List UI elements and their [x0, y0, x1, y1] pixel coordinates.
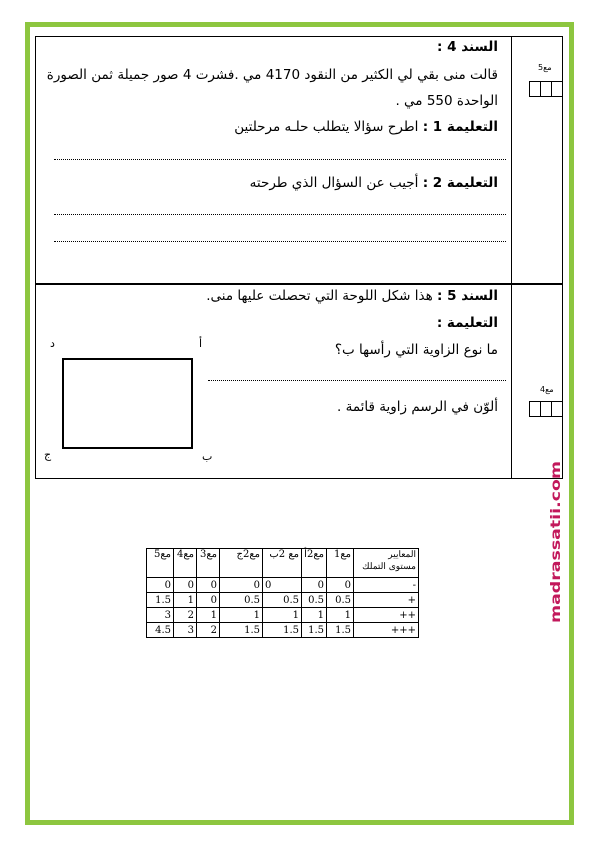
table-cell: 1 — [263, 608, 302, 623]
table-row — [147, 593, 419, 608]
table-cell: 0.5 — [220, 593, 263, 608]
corner-label-j: ج — [44, 448, 52, 461]
table-cell: 0 — [197, 578, 220, 593]
column-header: مع5 — [147, 549, 174, 578]
table-cell: 0 — [263, 578, 302, 593]
score-label: مع4 — [540, 385, 554, 394]
level-cell: +++ — [354, 623, 419, 638]
table-cell: 1 — [197, 608, 220, 623]
column-header: مع2أ — [302, 549, 327, 578]
score-boxes[interactable] — [530, 81, 563, 97]
table-cell: 0 — [302, 578, 327, 593]
column-header: مع3 — [197, 549, 220, 578]
table-cell: 1.5 — [327, 623, 354, 638]
column-header: مع4 — [174, 549, 197, 578]
level-cell: + — [354, 593, 419, 608]
score-column — [511, 37, 563, 283]
score-boxes[interactable] — [530, 401, 563, 417]
table-cell: 0 — [147, 578, 174, 593]
table-row — [147, 608, 419, 623]
task-label: التعليمة : — [436, 315, 498, 331]
task-1-label: التعليمة 1 : — [422, 119, 498, 135]
table-cell: 0.5 — [302, 593, 327, 608]
sanad-title-line — [206, 288, 498, 304]
answer-line[interactable] — [208, 380, 506, 381]
table-cell: 2 — [174, 608, 197, 623]
table-cell: 1 — [220, 608, 263, 623]
sanad-4-section — [35, 36, 563, 284]
rectangle-figure[interactable] — [62, 358, 193, 449]
table-cell: 0.5 — [263, 593, 302, 608]
level-cell: - — [354, 578, 419, 593]
corner-label-a: أ — [199, 337, 203, 350]
table-cell: 3 — [147, 608, 174, 623]
table-cell: 1 — [327, 608, 354, 623]
task-2 — [250, 175, 498, 191]
level-cell: ++ — [354, 608, 419, 623]
question-1: ما نوع الزاوية التي رأسها ب؟ — [334, 342, 498, 358]
sanad-title-text: هذا شكل اللوحة التي تحصلت عليها منى. — [206, 288, 438, 304]
table-cell: 0 — [174, 578, 197, 593]
sanad-5-section — [35, 284, 563, 479]
question-2: ألوّن في الرسم زاوية قائمة . — [337, 399, 498, 415]
sanad-title: السند 5 : — [437, 288, 498, 304]
table-cell: 2 — [197, 623, 220, 638]
table-cell: 1.5 — [302, 623, 327, 638]
answer-line[interactable] — [54, 241, 506, 242]
corner-label-d: د — [50, 337, 55, 350]
watermark — [548, 460, 564, 625]
watermark-text: madrassatii.com — [549, 501, 564, 623]
table-cell: 0 — [327, 578, 354, 593]
sanad-text-line2: الواحدة 550 مي . — [395, 93, 498, 109]
table-cell: 0.5 — [327, 593, 354, 608]
task-2-label: التعليمة 2 : — [422, 175, 498, 191]
answer-line[interactable] — [54, 159, 506, 160]
table-header-row — [147, 549, 419, 578]
table-cell: 0 — [220, 578, 263, 593]
level-label: مستوى التملك — [362, 562, 416, 572]
task-1-text: اطرح سؤالا يتطلب حلـه مرحلتين — [234, 119, 423, 135]
table-row — [147, 578, 419, 593]
table-cell: 1.5 — [263, 623, 302, 638]
criteria-label: المعايير — [388, 550, 416, 560]
corner-label-b: ب — [202, 450, 213, 463]
table-cell: 3 — [174, 623, 197, 638]
column-header: مع1 — [327, 549, 354, 578]
column-header: مع2ج — [220, 549, 263, 578]
sanad-title: السند 4 : — [437, 39, 498, 55]
grading-table — [146, 548, 419, 638]
table-row — [147, 623, 419, 638]
table-cell: 1.5 — [147, 593, 174, 608]
task-1 — [234, 119, 498, 135]
score-column — [511, 285, 563, 478]
sanad-text-line1: قالت منى بقي لي الكثير من النقود 4170 مي .فشرت 4 صور جميلة ثمن الصورة — [46, 67, 498, 83]
score-label: مع5 — [538, 63, 552, 72]
table-cell: 0 — [197, 593, 220, 608]
criteria-header — [354, 549, 419, 578]
table-cell: 4.5 — [147, 623, 174, 638]
task-2-text: أجيب عن السؤال الذي طرحته — [249, 175, 423, 191]
table-cell: 1 — [174, 593, 197, 608]
table-cell: 1 — [302, 608, 327, 623]
table-cell: 1.5 — [220, 623, 263, 638]
answer-line[interactable] — [54, 214, 506, 215]
column-header: مع 2ب — [263, 549, 302, 578]
